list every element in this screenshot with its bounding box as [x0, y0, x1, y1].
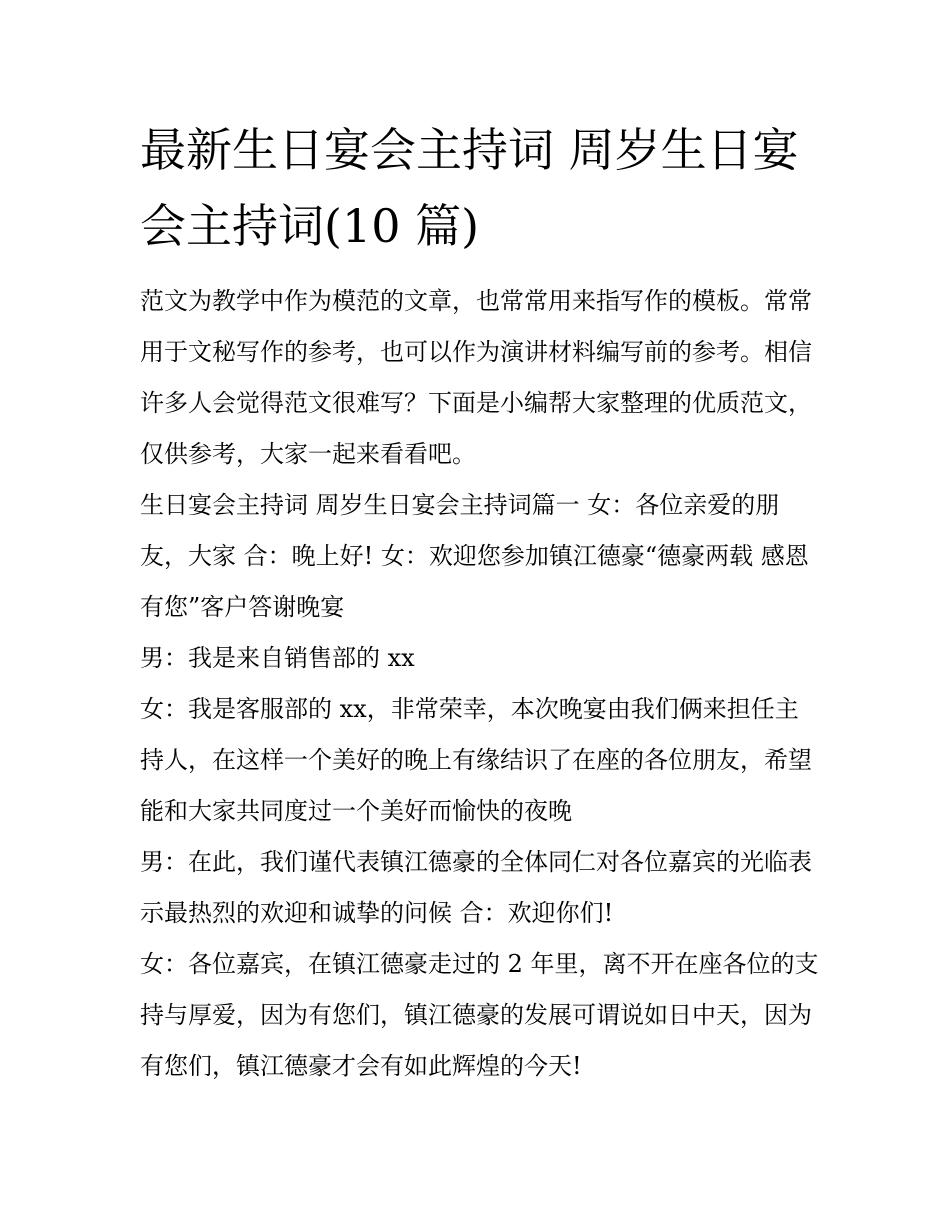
paragraph-thanks: 女：各位嘉宾，在镇江德豪走过的 2 年里，离不开在座各位的支持与厚爱，因为有您们，镇江德豪的发展可谓说如日中天，因为有您们，镇江德豪才会有如此辉煌的今天!: [140, 950, 819, 1080]
paragraph-female-intro: 女：我是客服部的 xx，非常荣幸，本次晚宴由我们俩来担任主持人，在这样一个美好的晚上有缘结识了在座的各位朋友，希望能和大家共同度过一个美好而愉快的夜晚: [140, 695, 812, 825]
paragraph-male-intro: 男：我是来自销售部的 xx: [140, 644, 415, 672]
document-title: 最新生日宴会主持词 周岁生日宴会主持词(10 篇): [140, 123, 799, 253]
document-body: [140, 276, 820, 1092]
paragraph-opening: 生日宴会主持词 周岁生日宴会主持词篇一 女：各位亲爱的朋友，大家 合：晚上好! 女：欢迎您参加镇江德豪“德豪两载 感恩有您”客户答谢晚宴: [140, 491, 809, 621]
paragraph-intro: 范文为教学中作为模范的文章，也常常用来指写作的模板。常常用于文秘写作的参考，也可以作为演讲材料编写前的参考。相信许多人会觉得范文很难写？下面是小编帮大家整理的优质范文，仅供参考，大家一起来看看吧。: [140, 287, 812, 468]
paragraph-welcome: 男：在此，我们谨代表镇江德豪的全体同仁对各位嘉宾的光临表示最热烈的欢迎和诚挚的问候 合：欢迎你们!: [140, 848, 812, 927]
